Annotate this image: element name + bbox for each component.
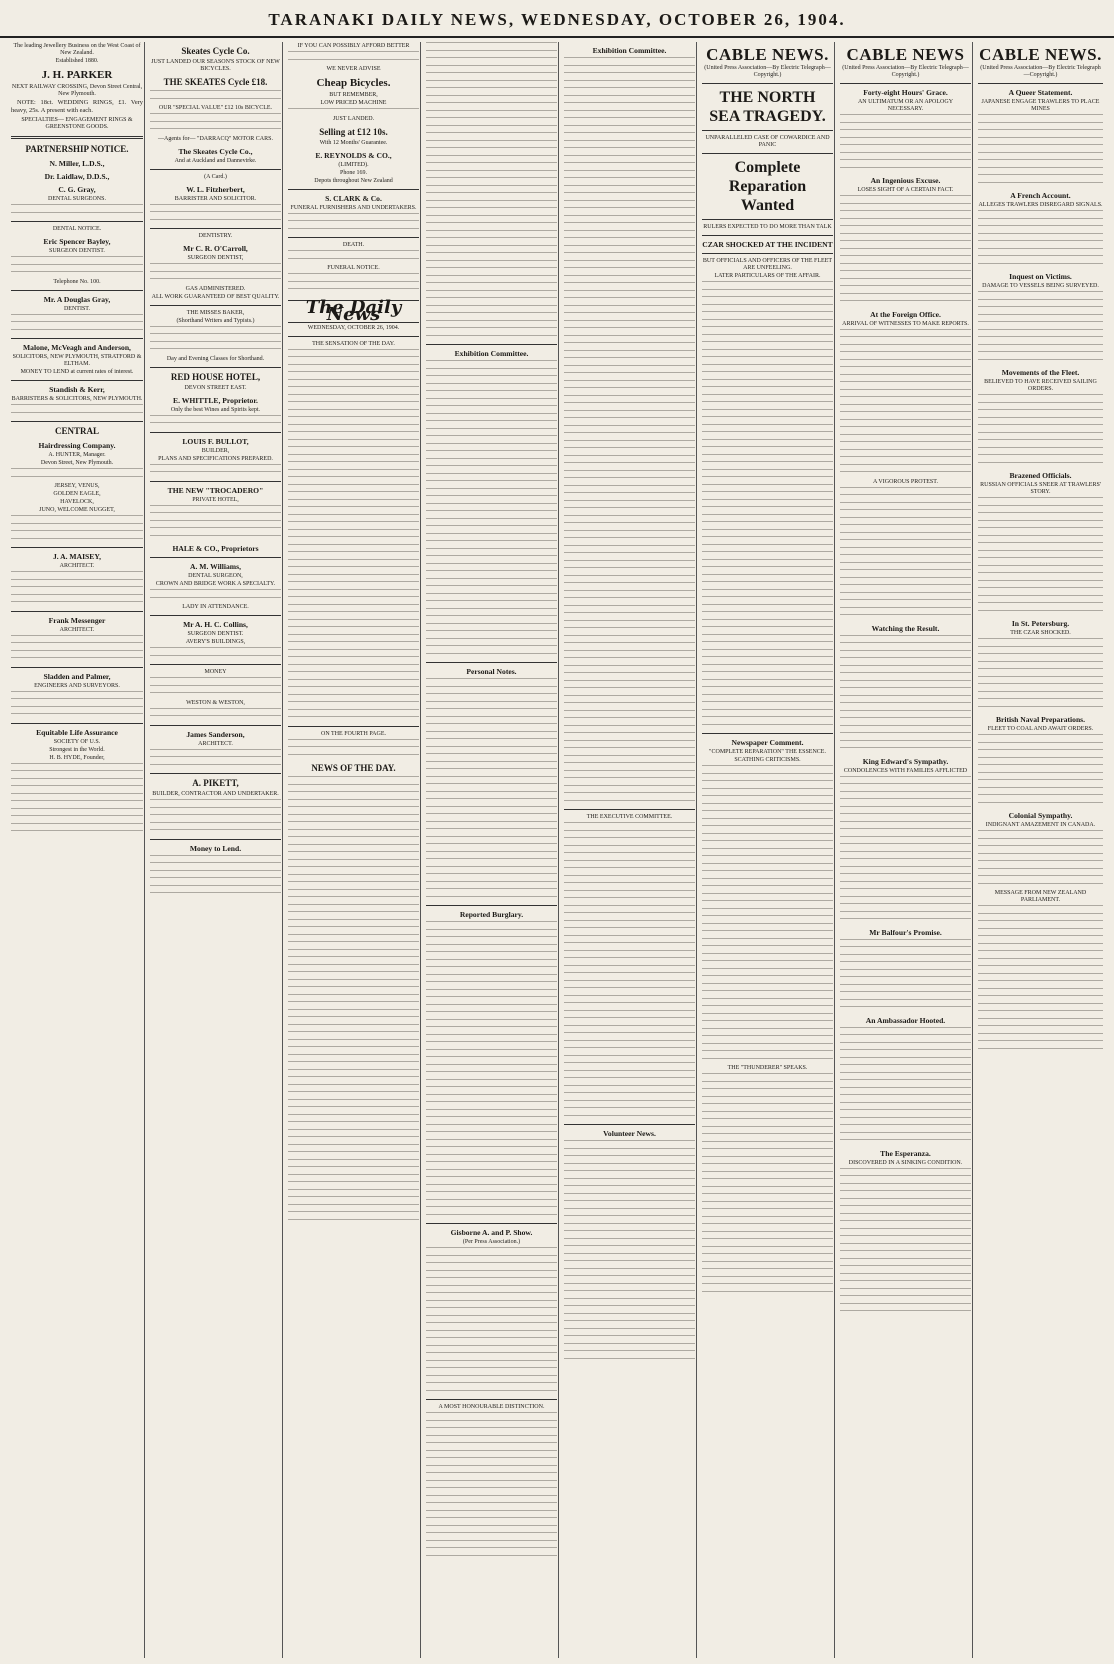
- work-guaranteed: ALL WORK GUARANTEED OF BEST QUALITY.: [151, 293, 280, 300]
- colonial-sympathy: Colonial Sympathy.: [1008, 811, 1073, 820]
- foreign-office: At the Foreign Office.: [870, 309, 941, 319]
- malone-heading: Malone, McVeagh and Anderson,: [23, 343, 131, 353]
- barrister-solicitor: BARRISTER AND SOLICITOR.: [174, 195, 257, 202]
- collins-title: SURGEON DENTIST.: [187, 631, 244, 637]
- col6-cable-news: CABLE NEWS.: [706, 45, 829, 64]
- funeral-notice-heading: FUNERAL NOTICE.: [327, 265, 380, 271]
- parker-heading: J. H. PARKER: [41, 69, 113, 81]
- ambassador-hooted: An Ambassador Hooted.: [865, 1015, 946, 1025]
- whittle-heading: E. WHITTLE, Proprietor.: [173, 395, 258, 405]
- personal-notes-heading: Personal Notes.: [466, 667, 517, 676]
- col4-exhibition-heading: Exhibition Committee.: [454, 349, 529, 358]
- whittle-wines: Only the best Wines and Spirits kept.: [170, 406, 261, 413]
- officials-sneer: RUSSIAN OFFICIALS SNEER AT TRAWLERS' STORY.: [980, 482, 1101, 495]
- central-heading: CENTRAL: [54, 426, 99, 437]
- cheap-bicycles: Cheap Bicycles.: [316, 77, 391, 89]
- ultimatum: AN ULTIMATUM OR AN APOLOGY NECESSARY.: [857, 99, 954, 112]
- complete-reparation-essence: "COMPLETE REPARATION" THE ESSENCE.: [709, 749, 826, 755]
- devon-street: Devon Street, New Plymouth.: [40, 460, 114, 467]
- engineers: ENGINEERS AND SURVEYORS.: [34, 682, 120, 689]
- esperanza-sinking: DISCOVERED IN A SINKING CONDITION.: [848, 1159, 963, 1166]
- fleet-movements: Movements of the Fleet.: [1001, 368, 1080, 377]
- ingenious-excuse: An Ingenious Excuse.: [870, 176, 941, 185]
- ocarroll-title: SURGEON DENTIST,: [187, 255, 244, 261]
- shorthand-writers: (Shorthand Writers and Typists.): [176, 317, 255, 324]
- evening-classes: Day and Evening Classes for Shorthand.: [166, 355, 265, 362]
- dentistry: DENTISTRY.: [198, 233, 233, 239]
- col5-exhibition-heading: Exhibition Committee.: [592, 46, 667, 55]
- red-house-street: DEVON STREET EAST.: [184, 384, 247, 391]
- complete-reparation-wanted: Complete Reparation Wanted: [728, 159, 807, 214]
- esperanza-heading: The Esperanza.: [880, 1148, 931, 1158]
- low-priced-machine: LOW PRICED MACHINE: [320, 100, 387, 106]
- thunderer-speaks: THE "THUNDERER" SPEAKS.: [727, 1065, 808, 1071]
- bullot-builder: BUILDER,: [201, 447, 230, 454]
- messenger-heading: Frank Messenger: [48, 615, 106, 625]
- jeweller-intro: The leading Jewellery Business on the West Coast of New Zealand.: [13, 43, 141, 56]
- sailing-orders: BELIEVED TO HAVE RECEIVED SAILING ORDERS.: [984, 379, 1097, 392]
- gas-administered: GAS ADMINISTERED.: [185, 285, 246, 292]
- executive-committee: THE EXECUTIVE COMMITTEE.: [586, 814, 673, 820]
- unparalleled-case: UNPARALLELED CASE OF COWARDICE AND PANIC: [705, 135, 830, 148]
- clark-heading: S. CLARK & Co.: [325, 193, 382, 203]
- king-edward-sympathy: King Edward's Sympathy.: [862, 756, 949, 766]
- a-card: (A Card.): [204, 173, 227, 180]
- trocadero-sub: PRIVATE HOTEL,: [192, 496, 239, 503]
- special-value: OUR "SPECIAL VALUE" £12 10s BICYCLE.: [158, 105, 273, 111]
- avery-buildings: AVERY'S BUILDINGS,: [185, 639, 246, 645]
- brand-1: JERSEY, VENUS,: [54, 483, 100, 490]
- column-2: [144, 42, 286, 1658]
- specialties: SPECIALTIES— ENGAGEMENT RINGS & GREENSTONE GOODS.: [21, 117, 133, 131]
- brand-3: HAVELOCK,: [60, 499, 94, 506]
- balfour-promise: Mr Balfour's Promise.: [869, 927, 942, 937]
- death-heading: DEATH.: [342, 242, 365, 248]
- hairdressing-heading: Hairdressing Company.: [38, 441, 116, 451]
- british-naval-preparations: British Naval Preparations.: [995, 715, 1086, 724]
- crown-bridge: CROWN AND BRIDGE WORK A SPECIALTY.: [155, 581, 276, 587]
- column-1: [6, 42, 148, 1658]
- disregard-signals: ALLEGES TRAWLERS DISREGARD SIGNALS.: [978, 202, 1103, 208]
- czar-shocked: CZAR SHOCKED AT THE INCIDENT: [702, 240, 833, 249]
- rulers-expected: RULERS EXPECTED TO DO MORE THAN TALK: [703, 224, 832, 230]
- just-landed: JUST LANDED.: [332, 115, 375, 122]
- czar-shocked-sub: THE CZAR SHOCKED.: [1010, 630, 1071, 636]
- page-columns: [6, 42, 1108, 1658]
- misses-baker: THE MISSES BAKER,: [186, 309, 245, 316]
- reported-burglary-heading: Reported Burglary.: [459, 910, 524, 919]
- col6-cable-credit: (United Press Association—By Electric Telegraph—Copyright.): [704, 65, 831, 78]
- inquest-victims: Inquest on Victims.: [1009, 272, 1072, 281]
- column-3: [282, 42, 424, 1658]
- newspaper-title: TARANAKI DAILY NEWS, WEDNESDAY, OCTOBER 26, 1904.: [268, 10, 846, 29]
- bayley-heading: Eric Spencer Bayley,: [43, 237, 111, 247]
- wedding-rings-note: NOTE: 18ct. WEDDING RINGS, £1. Very heavy, 25s. A present with each.: [11, 99, 143, 114]
- column-6: [696, 42, 838, 1658]
- in-st-petersburg: In St. Petersburg.: [1011, 619, 1070, 628]
- skeates-cycle-price: THE SKEATES Cycle £18.: [163, 77, 268, 87]
- gisborne-show-heading: Gisborne A. and P. Show.: [450, 1228, 533, 1237]
- pikett-builder: BUILDER, CONTRACTOR AND UNDERTAKER.: [152, 791, 279, 797]
- sladden-heading: Sladden and Palmer,: [43, 671, 111, 681]
- collins-heading: Mr A. H. C. Collins,: [183, 620, 248, 629]
- column-5: [558, 42, 700, 1658]
- fitzherbert-heading: W. L. Fitzherbert,: [186, 184, 245, 194]
- condolences: CONDOLENCES WITH FAMILIES AFFLICTED: [843, 767, 968, 774]
- column-8: [972, 42, 1108, 1658]
- afford-better: IF YOU CAN POSSIBLY AFFORD BETTER: [297, 43, 410, 49]
- reynolds-limited: (LIMITED).: [338, 161, 369, 168]
- vigorous-protest: A VIGOROUS PROTEST.: [873, 478, 938, 485]
- col8-cable-news: CABLE NEWS.: [979, 45, 1102, 64]
- sanderson-heading: James Sanderson,: [186, 729, 245, 739]
- scathing-criticisms: SCATHING CRITICISMS.: [734, 757, 801, 763]
- skeates-branches: And at Auckland and Dannevirke.: [174, 157, 257, 164]
- watching-result: Watching the Result.: [871, 623, 940, 633]
- pikett-heading: A. PIKETT,: [192, 778, 239, 788]
- later-particulars: LATER PARTICULARS OF THE AFFAIR.: [714, 273, 821, 279]
- hunter-manager: A. HUNTER, Manager.: [48, 452, 106, 459]
- col7-cable-credit: (United Press Association—By Electric Telegraph—Copyright.): [842, 65, 969, 78]
- equitable-founder: H. B. HYDE, Founder,: [49, 754, 105, 761]
- fleet-to-coal: FLEET TO COAL AND AWAIT ORDERS.: [987, 726, 1094, 732]
- reynolds-depots: Depots throughout New Zealand: [314, 177, 393, 184]
- gisborne-press: (Per Press Association.): [462, 1239, 521, 1245]
- officials-unfeeling: BUT OFFICIALS AND OFFICERS OF THE FLEET ARE UNFEELING.: [702, 258, 833, 271]
- japanese-trawlers: JAPANESE ENGAGE TRAWLERS TO PLACE MINES: [981, 99, 1100, 112]
- reynolds-phone: Phone 169.: [340, 169, 367, 176]
- maisey-heading: J. A. MAISEY,: [52, 552, 102, 562]
- selling-price: Selling at £12 10s.: [319, 126, 388, 137]
- amazement-canada: INDIGNANT AMAZEMENT IN CANADA.: [985, 822, 1096, 828]
- bullot-heading: LOUIS F. BULLOT,: [182, 436, 249, 446]
- standish-heading: Standish & Kerr,: [49, 385, 105, 395]
- red-house-heading: RED HOUSE HOTEL,: [170, 371, 261, 382]
- dentist-laidlaw: Dr. Laidlaw, D.D.S.,: [44, 172, 110, 182]
- barristers: BARRISTERS & SOLICITORS, NEW PLYMOUTH.: [11, 396, 143, 403]
- partnership-notice: PARTNERSHIP NOTICE.: [25, 144, 129, 155]
- volunteer-news-heading: Volunteer News.: [603, 1129, 656, 1138]
- witnesses-arrival: ARRIVAL OF WITNESSES TO MAKE REPORTS.: [842, 320, 969, 327]
- honourable-distinction: A MOST HONOURABLE DISTINCTION.: [438, 1404, 545, 1410]
- sanderson-architect: ARCHITECT.: [198, 740, 233, 747]
- dentist-miller: N. Miller, L.D.S.,: [49, 159, 105, 169]
- col7-cable-news: CABLE NEWS: [846, 45, 965, 64]
- fourth-page-heading: ON THE FOURTH PAGE.: [321, 730, 386, 737]
- sensation-heading: THE SENSATION OF THE DAY.: [312, 340, 395, 347]
- telephone: Telephone No. 100.: [53, 278, 101, 285]
- money-to-lend: MONEY TO LEND at current rates of interest.: [20, 369, 134, 376]
- guarantee: With 12 Months' Guarantee.: [319, 139, 388, 146]
- hale-heading: HALE & CO., Proprietors: [172, 544, 259, 553]
- williams-title: DENTAL SURGEON,: [188, 573, 243, 579]
- solicitors: SOLICITORS, NEW PLYMOUTH, STRATFORD & ELTHAM.: [12, 354, 142, 368]
- brand-2: GOLDEN EAGLE,: [53, 491, 101, 498]
- reynolds-heading: E. REYNOLDS & CO.,: [315, 150, 392, 160]
- loses-sight: LOSES SIGHT OF A CERTAIN FACT.: [857, 187, 954, 193]
- nz-parliament-message: MESSAGE FROM NEW ZEALAND PARLIAMENT.: [994, 890, 1087, 903]
- dental-notice: DENTAL NOTICE.: [52, 226, 102, 233]
- trocadero-heading: THE NEW "TROCADERO": [167, 485, 264, 495]
- maisey-architect: ARCHITECT.: [59, 563, 95, 570]
- editorial-date: WEDNESDAY, OCTOBER 26, 1904.: [307, 324, 400, 331]
- skeates-heading: Skeates Cycle Co.: [181, 46, 250, 56]
- north-sea-tragedy: THE NORTH SEA TRAGEDY.: [709, 89, 826, 125]
- brand-4: JUNO, WELCOME NUGGET,: [39, 507, 115, 514]
- skeates-cycle-co: The Skeates Cycle Co.,: [178, 146, 253, 156]
- surgeon-dentist: SURGEON DENTIST.: [49, 248, 105, 255]
- damage-surveyed: DAMAGE TO VESSELS BEING SURVEYED.: [982, 283, 1099, 289]
- forty-eight-hours: Forty-eight Hours' Grace.: [863, 88, 948, 97]
- established: Established 1880.: [55, 58, 99, 64]
- french-account: A French Account.: [1010, 191, 1071, 200]
- equitable-strongest: Strongest in the World.: [49, 746, 105, 753]
- gray-dentist: DENTIST.: [63, 305, 91, 312]
- parker-address: NEXT RAILWAY CROSSING, Devon Street Central, New Plymouth.: [11, 84, 143, 97]
- never-advise: WE NEVER ADVISE: [326, 66, 381, 72]
- weston-heading: WESTON & WESTON,: [186, 699, 245, 706]
- lady-attendance: LADY IN ATTENDANCE.: [182, 604, 249, 610]
- williams-heading: A. M. Williams,: [190, 562, 241, 571]
- funeral-furnishers: FUNERAL FURNISHERS AND UNDERTAKERS.: [290, 204, 417, 211]
- messenger-architect: ARCHITECT.: [59, 626, 95, 633]
- brazened-officials: Brazened Officials.: [1009, 471, 1072, 480]
- daily-news-logo: The Daily News: [288, 300, 419, 323]
- dental-surgeons: DENTAL SURGEONS.: [48, 196, 106, 203]
- skeates-landed: JUST LANDED OUR SEASON'S STOCK OF NEW BICYCLES.: [151, 59, 280, 72]
- darracq-agents: —Agents for— "DARRACQ" MOTOR CARS.: [158, 135, 273, 142]
- money-to-lend-heading: Money to Lend.: [189, 843, 242, 853]
- masthead: [0, 0, 1114, 38]
- equitable-heading: Equitable Life Assurance: [36, 727, 118, 737]
- ocarroll-heading: Mr C. R. O'Carroll,: [183, 244, 248, 253]
- col8-cable-credit: (United Press Association—By Electric Telegraph—Copyright.): [980, 65, 1101, 78]
- newspaper-comment: Newspaper Comment.: [731, 738, 804, 747]
- equitable-society: SOCIETY OF U.S.: [53, 738, 101, 745]
- column-4: [420, 42, 562, 1658]
- but-remember: BUT REMEMBER,: [329, 92, 378, 98]
- bullot-plans: PLANS AND SPECIFICATIONS PREPARED.: [158, 455, 273, 462]
- queer-statement: A Queer Statement.: [1008, 88, 1073, 97]
- gray-heading: Mr. A Douglas Gray,: [43, 294, 111, 304]
- money-heading: MONEY: [204, 669, 227, 675]
- column-7: [834, 42, 976, 1658]
- news-of-the-day: NEWS OF THE DAY.: [311, 763, 396, 774]
- dentist-gray: C. G. Gray,: [58, 185, 96, 195]
